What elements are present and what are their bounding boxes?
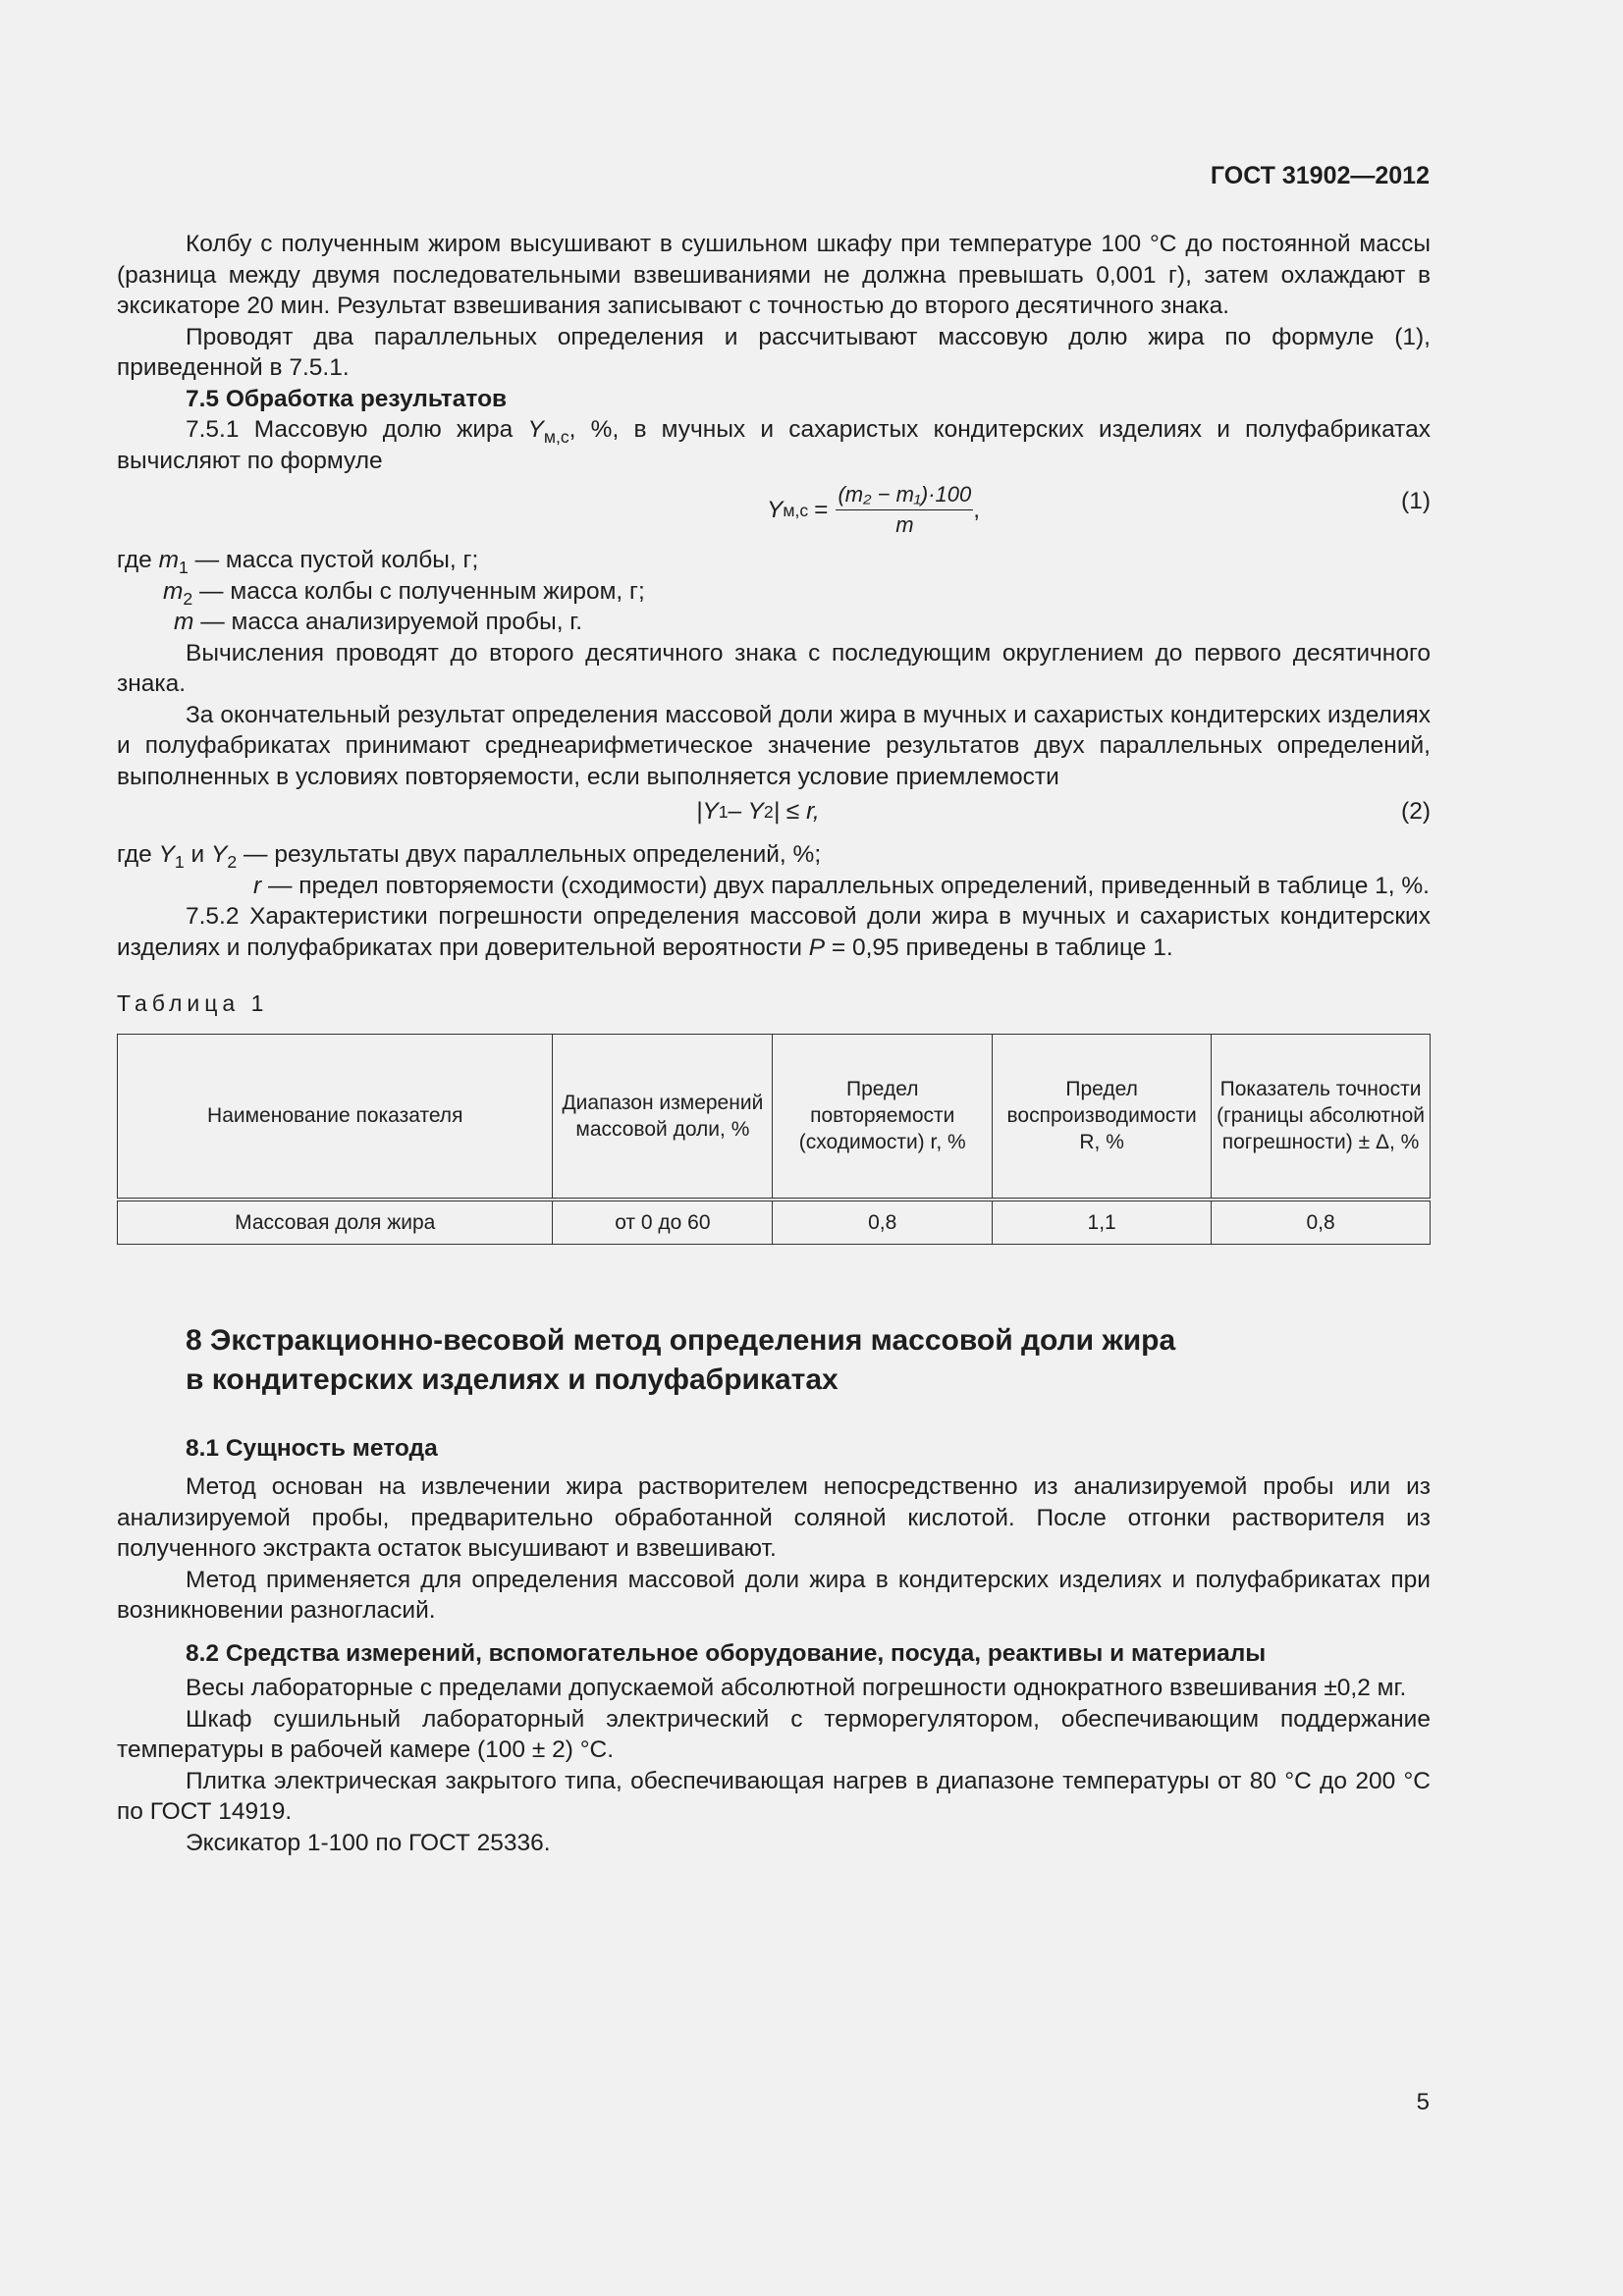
variable: Y [527,416,544,443]
table-header-cell: Показатель точности (границы абсолютной погрешности) ± Δ, % [1212,1034,1431,1200]
paragraph-7-5-1 [117,414,1431,476]
paragraph: Шкаф сушильный лабораторный электрический с терморегулятором, обеспечивающим поддержание температуры в рабочей камере (100 ± 2) °С. [117,1705,1431,1763]
table-caption: Таблица 1 [117,990,269,1016]
table-cell: от 0 до 60 [553,1200,773,1245]
section-heading-8-2: 8.2 Средства измерений, вспомогательное оборудование, посуда, реактивы и материалы [186,1639,1267,1667]
formula-part: – Y [728,798,764,825]
table-cell: 0,8 [773,1200,993,1245]
where-list-2 [117,839,1431,901]
formula-1: Y м,с = $\frac{\text{(m₂ − m₁)·100}}{m}$ , (1) [767,482,1431,537]
paragraph: Метод применяется для определения массовой доли жира в кондитерских изделиях и полуфабрикатах при возникновении разногласий. [117,1566,1431,1624]
formula-denominator: m [895,512,914,537]
standard-id: ГОСТ 31902—2012 [1210,162,1430,189]
text-run: , %, в мучных и сахаристых кондитерских изделиях и полуфабрикатах вычисляют по формуле [117,416,1431,474]
symbol: m [163,577,184,605]
where-lead: где [117,841,152,868]
formula-number: (1) [1401,488,1431,514]
page-body [117,229,1431,1858]
table-cell: 1,1 [993,1200,1212,1245]
paragraph-7-5-2 [117,901,1431,963]
heading-line: в кондитерских изделиях и полуфабрикатах [186,1362,839,1396]
variable: P [808,934,826,961]
table-1 [117,1034,1431,1245]
formula-numerator: (m₂ − m₁)·100 [836,482,973,510]
formula-part: | ≤ r, [773,798,820,825]
subscript: 1 [179,558,189,578]
formula-fraction [836,482,973,538]
where-item [117,871,1431,902]
subscript: 2 [183,588,193,609]
paragraph: Весы лабораторные с пределами допускаемой абсолютной погрешности однократного взвешивания ±0,2 мг. [186,1675,1407,1701]
section-heading-8-1: 8.1 Сущность метода [186,1434,438,1462]
table-header-cell: Предел повторяемости (сходимости) r, % [773,1034,993,1200]
text-run: 7.5.2 Характеристики погрешности определения массовой доли жира в мучных и сахаристых кондитерских изделиях и полуфабрикатах при доверительной вероятности [117,903,1431,961]
table-header-cell: Предел воспроизводимости R, % [993,1034,1212,1200]
section-heading-7-5: 7.5 Обработка результатов [186,385,508,412]
formula-2: |Y 1 – Y 2 | ≤ r, (2) [117,792,1431,839]
section-heading-8 [117,1321,1431,1400]
table-cell: Массовая доля жира [118,1200,553,1245]
symbol: r [253,872,262,899]
text-run: и [184,841,212,868]
symbol: m [158,547,179,573]
text-run: = 0,95 приведены в таблице 1. [825,934,1173,961]
paragraph: Проводят два параллельных определения и рассчитывают массовую долю жира по формуле (1), приведенной в 7.5.1. [117,323,1431,381]
paragraph: Плитка электрическая закрытого типа, обеспечивающая нагрев в диапазоне температуры от 80 °С до 200 °С по ГОСТ 14919. [117,1767,1431,1825]
paragraph: Колбу с полученным жиром высушивают в сушильном шкафу при температуре 100 °С до постоянной массы (разница между двумя последовательными взвешиваниями не должна превышать 0,001 г), затем охлаждают в эксикаторе 20 мин. Результат взвешивания записывают с точностью до второго десятичного знака. [117,231,1431,319]
table-row [118,1200,1431,1245]
where-item [117,576,1431,608]
heading-line: 8 Экстракционно-весовой метод определения массовой доли жира [186,1323,1176,1357]
symbol: m [174,609,194,635]
page-number: 5 [1416,2089,1430,2115]
definition: — масса пустой колбы, г; [188,547,479,573]
formula-part: |Y [696,798,719,825]
definition: — результаты двух параллельных определений, %; [237,841,822,868]
paragraph: За окончательный результат определения массовой доли жира в мучных и сахаристых кондитерских изделиях и полуфабрикатах принимают среднеарифметическое значение результатов двух параллельных определений, выполненных в условиях повторяемости, если выполняется условие приемлемости [117,701,1431,790]
symbol: Y [211,841,228,868]
subscript: 1 [174,852,185,873]
text-run: 7.5.1 Массовую долю жира [186,416,528,443]
paragraph: Метод основан на извлечении жира растворителем непосредственно из анализируемой пробы или из анализируемой пробы, предварительно обработанной соляной кислотой. После отгонки растворителя из полученного экстракта остаток высушивают и взвешивают. [117,1473,1431,1562]
table-header-cell: Наименование показателя [118,1034,553,1200]
formula-number: (2) [1401,798,1431,825]
definition: — масса колбы с полученным жиром, г; [192,577,645,605]
formula-trail: , [973,496,981,523]
table-header-cell: Диапазон измерений массовой доли, % [553,1034,773,1200]
formula-eq: = [814,496,829,523]
definition: — масса анализируемой пробы, г. [193,609,583,635]
table-header-row [118,1034,1431,1200]
where-item [117,607,1431,638]
subscript: м,с [543,427,569,448]
where-item [117,839,1431,871]
where-item [117,545,1431,576]
paragraph: Эксикатор 1-100 по ГОСТ 25336. [186,1829,551,1856]
where-lead: где [117,547,152,573]
paragraph: Вычисления проводят до второго десятичного знака с последующим округлением до первого десятичного знака. [117,639,1431,697]
table-cell: 0,8 [1212,1200,1431,1245]
where-list-1 [117,545,1431,638]
definition: — предел повторяемости (сходимости) двух параллельных определений, приведенный в таблице 1, %. [261,872,1430,899]
symbol: Y [158,841,175,868]
subscript: 2 [227,852,238,873]
formula-lhs: Y [767,496,784,523]
